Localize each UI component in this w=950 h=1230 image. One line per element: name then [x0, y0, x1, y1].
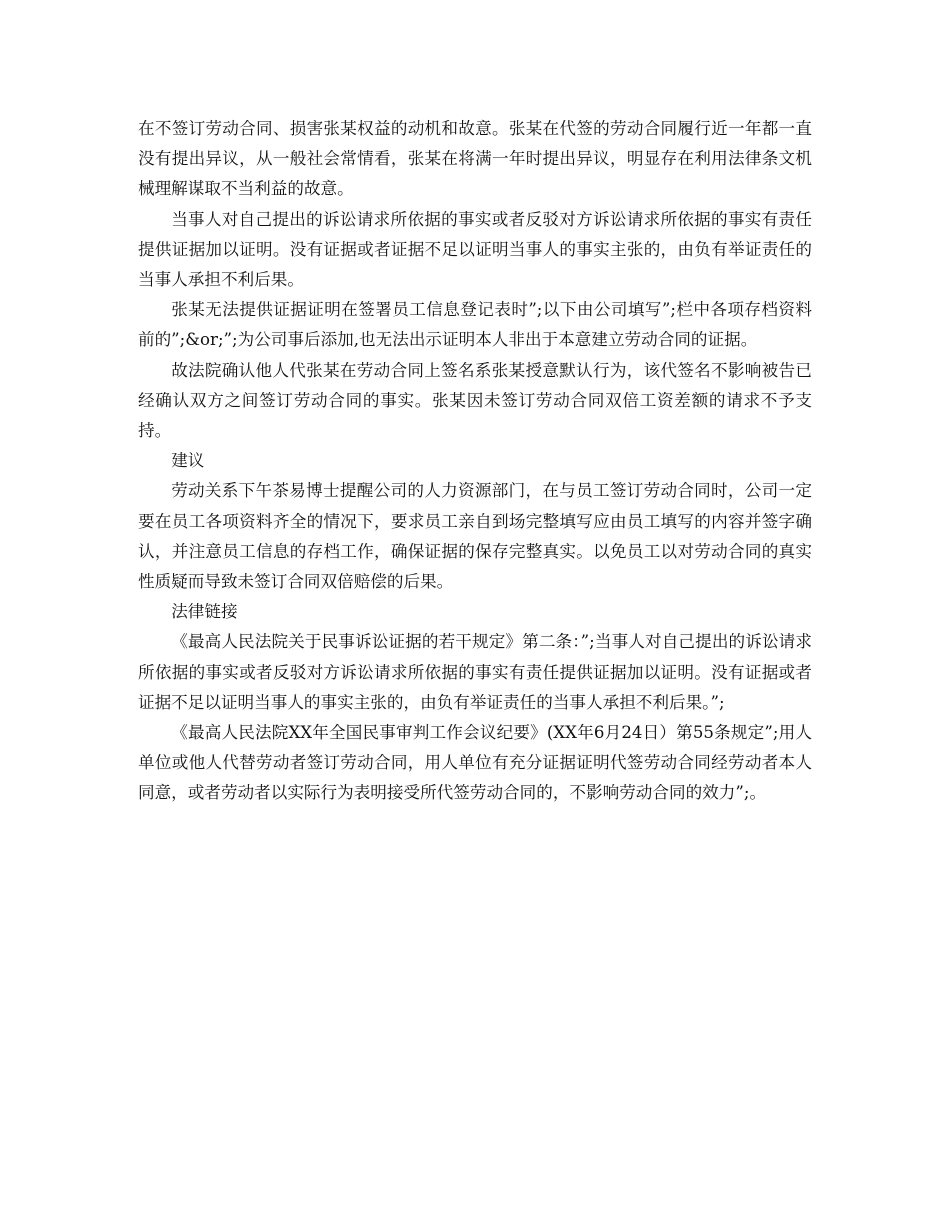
paragraph-legal-provision-2: 《最高人民法院XX年全国民事审判工作会议纪要》(XX年6月24日）第55条规定”;用人单位或他人代替劳动者签订劳动合同，用人单位有充分证据证明代签劳动合同经劳动者本人同意，或者劳动者以实际行为表明接受所代签劳动合同的，不影响劳动合同的效力”;。: [138, 723, 812, 803]
paragraph-evidence: 张某无法提供证据证明在签署员工信息登记表时”;以下由公司填写”;栏中各项存档资料前的”;&or;”;为公司事后添加,也无法出示证明本人非出于本意建立劳动合同的证据。: [138, 300, 812, 350]
paragraph-continued: 在不签订劳动合同、损害张某权益的动机和故意。张某在代签的劳动合同履行近一年都一直没有提出异议，从一般社会常情看，张某在将满一年时提出异议，明显存在利用法律条文机械理解谋取不当利益的故意。: [138, 119, 812, 199]
heading-legal-links: 法律链接: [171, 602, 238, 622]
document-body: [138, 114, 812, 809]
heading-advice: 建议: [171, 451, 205, 471]
paragraph-advice: 劳动关系下午茶易博士提醒公司的人力资源部门，在与员工签订劳动合同时，公司一定要在员工各项资料齐全的情况下，要求员工亲自到场完整填写应由员工填写的内容并签字确认，并注意员工信息的存档工作，确保证据的保存完整真实。以免员工以对劳动合同的真实性质疑而导致未签订合同双倍赔偿的后果。: [138, 481, 812, 592]
paragraph-court-ruling: 故法院确认他人代张某在劳动合同上签名系张某授意默认行为，该代签名不影响被告已经确认双方之间签订劳动合同的事实。张某因未签订劳动合同双倍工资差额的请求不予支持。: [138, 360, 812, 441]
paragraph-legal-provision-1: 《最高人民法院关于民事诉讼证据的若干规定》第二条：”;当事人对自己提出的诉讼请求所依据的事实或者反驳对方诉讼请求所依据的事实有责任提供证据加以证明。没有证据或者证据不足以证明当事人的事实主张的，由负有举证责任的当事人承担不利后果。”;: [138, 632, 812, 712]
paragraph-burden-of-proof: 当事人对自己提出的诉讼请求所依据的事实或者反驳对方诉讼请求所依据的事实有责任提供证据加以证明。没有证据或者证据不足以证明当事人的事实主张的，由负有举证责任的当事人承担不利后果。: [138, 209, 812, 290]
